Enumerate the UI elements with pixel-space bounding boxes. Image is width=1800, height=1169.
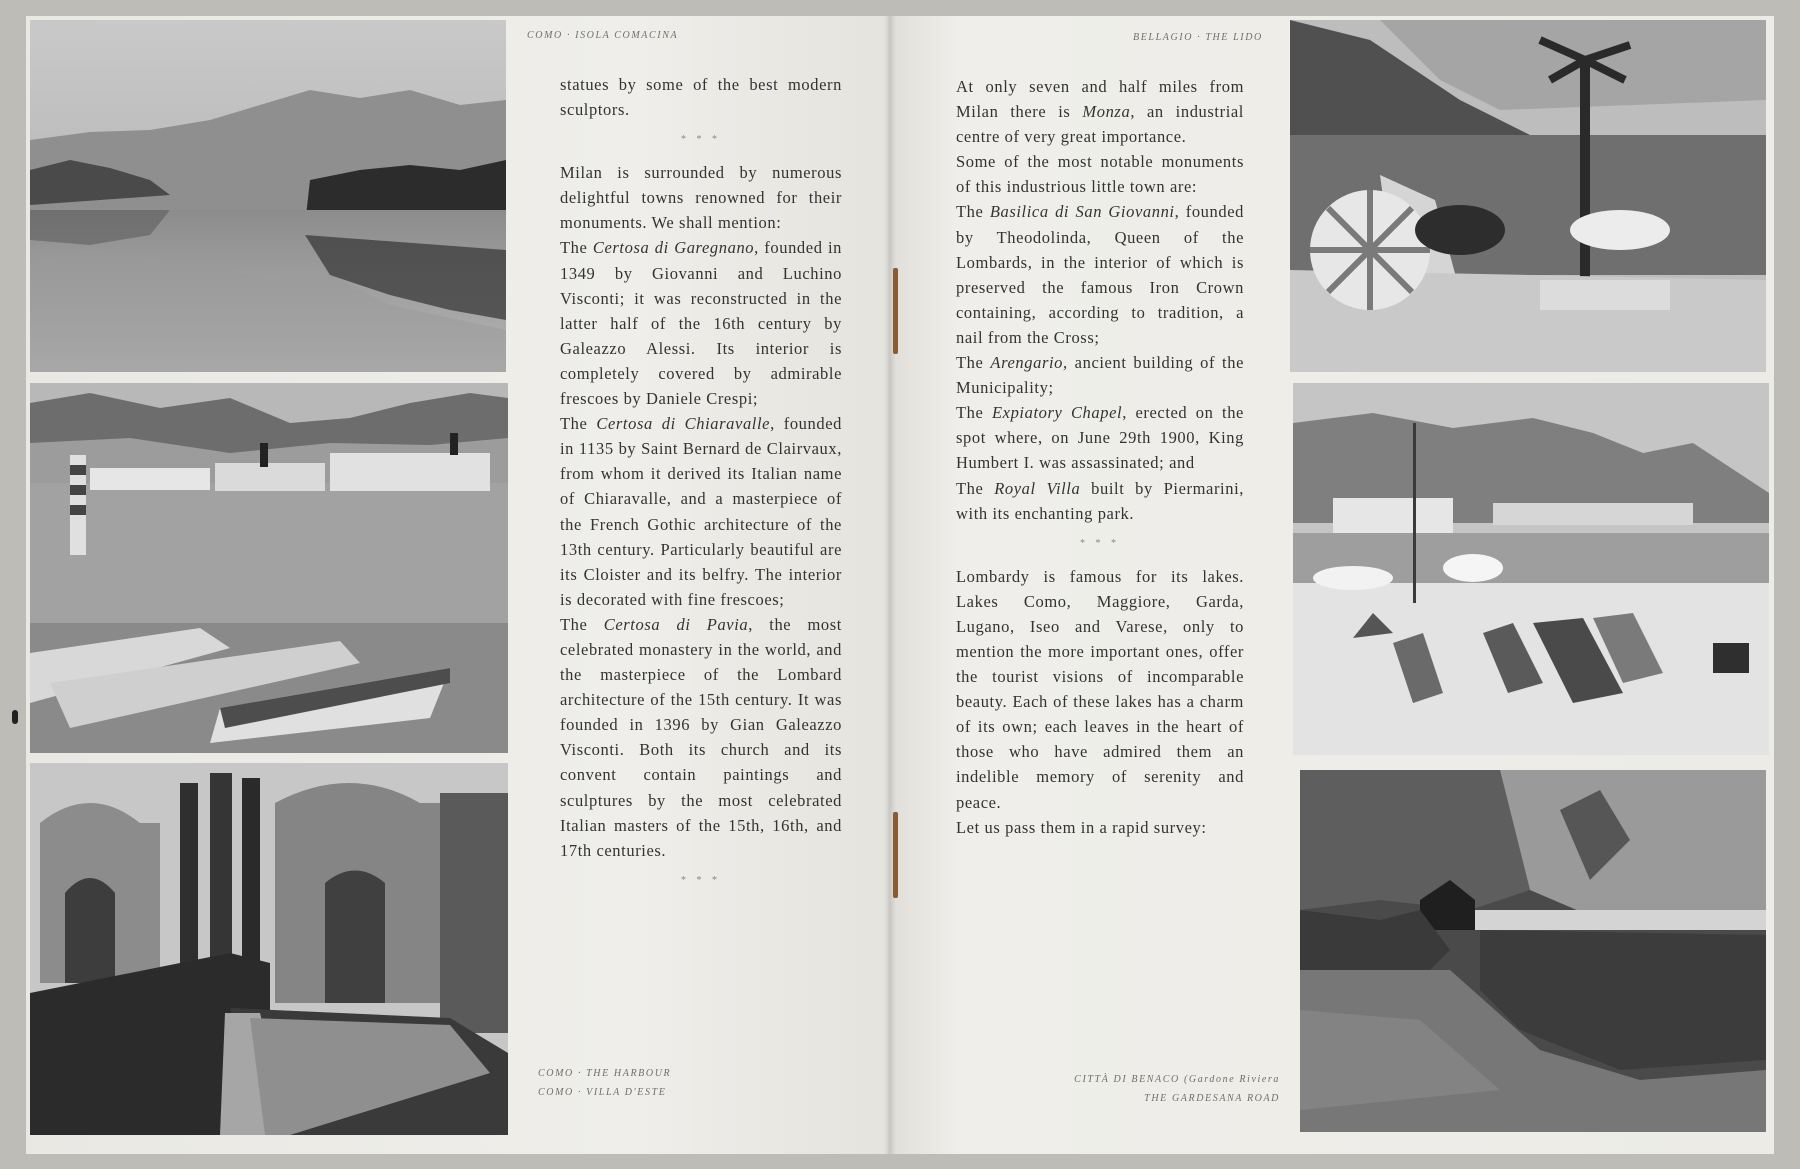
paragraph-text: At only seven and half miles from Milan there is (956, 77, 1244, 122)
paragraph-p3 (560, 235, 842, 411)
italic-monument-name: Arengario (990, 353, 1064, 373)
paragraph-q7 (956, 564, 1244, 815)
paragraph-q3 (956, 199, 1244, 350)
section-separator: * * * (681, 134, 721, 146)
paragraph-p5 (560, 612, 842, 863)
paragraph-text: Lombardy is famous for its lakes. Lakes Como, Maggiore, Garda, Lugano, Iseo and Varese, only to mention the more important ones, offer the tourist visions of incomparable beauty. Each of these lakes has a charm of its own; each leaves in the heart of those who have admired them an indelible memory of serenity and peace. (956, 566, 1244, 812)
paragraph-text: Let us pass them in a rapid survey: (956, 817, 1207, 837)
paragraph-p2 (560, 160, 842, 235)
italic-monument-name: Expiatory Chapel (991, 403, 1123, 423)
paragraph-q1 (956, 74, 1244, 149)
paragraph-text: The (956, 478, 995, 498)
photo-bellagio-lido (1290, 20, 1766, 372)
binding-thread-bottom (893, 812, 898, 898)
caption-isola-comacina: COMO · ISOLA COMACINA (527, 30, 679, 41)
photo-villa-deste (30, 763, 508, 1135)
paragraph-q5 (956, 400, 1244, 475)
caption-gardesana-road: THE GARDESANA ROAD (1144, 1093, 1280, 1104)
photo-gardesana-road (1300, 770, 1766, 1132)
paragraph-text: The (956, 403, 992, 423)
paragraph-text: , founded in 1135 by Saint Bernard de Clairvaux, from whom it derived its Italian name of Chiaravalle, and a masterpiece of the French Gothic architecture of the 13th century. Particularly beautiful are its Cloister and its belfry. The interior is decorated with fine frescoes; (560, 414, 842, 609)
paragraph-text: , an industrial centre of very great importance. (956, 102, 1244, 147)
paragraph-text: The (956, 353, 991, 373)
caption-bellagio-lido: BELLAGIO · THE LIDO (1133, 32, 1263, 43)
binding-thread-top (893, 268, 898, 354)
photo-isola-comacina (30, 20, 506, 372)
paragraph-text: , erected on the spot where, on June 29th 1900, King Humbert I. was assassinated; and (956, 403, 1244, 473)
section-separator: * * * (1080, 537, 1120, 549)
paragraph-q6 (956, 476, 1244, 526)
paragraph-q8 (956, 815, 1244, 840)
page-edge-mark (12, 710, 18, 724)
photo-como-harbour (30, 383, 508, 753)
paragraph-text: Milan is surrounded by numerous delightful towns renowned for their monuments. We shall mention: (560, 163, 842, 233)
paragraph-q2 (956, 149, 1244, 199)
italic-monument-name: Royal Villa (994, 478, 1081, 498)
paragraph-text: The (560, 614, 604, 634)
italic-monument-name: Certosa di Garegnano (592, 238, 755, 258)
paragraph-q4 (956, 350, 1244, 400)
paragraph-p1 (560, 72, 842, 122)
italic-monument-name: Basilica di San Giovanni (989, 202, 1175, 222)
right-text-column (956, 74, 1244, 840)
caption-left-bottom (538, 1064, 671, 1102)
caption-citta-di-benaco: CITTÀ DI BENACO (Gardone Riviera (1074, 1074, 1280, 1085)
paragraph-text: , founded in 1349 by Giovanni and Luchino Visconti; it was reconstructed in the latter half of the 16th century by Galeazzo Alessi. Its interior is completely covered by admirable frescoes by Daniele Crespi; (560, 238, 842, 409)
photo-gardone-beach (1293, 383, 1769, 755)
caption-como-harbour: COMO · THE HARBOUR (538, 1068, 672, 1079)
paragraph-text: , the most celebrated monastery in the world, and the masterpiece of the Lombard architecture of the 15th century. It was founded in 1396 by Gian Galeazzo Visconti. Both its church and its convent contain paintings and sculptures by the most celebrated Italian masters of the 15th, 16th, and 17th centuries. (560, 614, 842, 860)
caption-right-bottom (1030, 1070, 1280, 1108)
paragraph-text: built by Piermarini, with its enchanting park. (956, 478, 1244, 523)
paragraph-text: , founded by Theodolinda, Queen of the Lombards, in the interior of which is preserved the famous Iron Crown containing, according to tradition, a nail from the Cross; (956, 202, 1244, 347)
paragraph-text: , ancient building of the Municipality; (956, 353, 1244, 398)
paragraph-text: The (560, 414, 597, 434)
paragraph-text: statues by some of the best modern sculptors. (560, 75, 842, 120)
binding-gutter (884, 16, 896, 1154)
section-separator: * * * (681, 874, 721, 886)
paragraph-p4 (560, 411, 842, 612)
paragraph-text: The (956, 202, 990, 222)
italic-monument-name: Certosa di Pavia (603, 614, 749, 634)
caption-villa-deste: COMO · VILLA D'ESTE (538, 1087, 667, 1098)
italic-monument-name: Certosa di Chiaravalle (596, 414, 771, 434)
left-text-column (560, 72, 842, 901)
paragraph-text: Some of the most notable monuments of this industrious little town are: (956, 152, 1244, 197)
paragraph-text: The (560, 238, 593, 258)
italic-monument-name: Monza (1082, 102, 1131, 122)
